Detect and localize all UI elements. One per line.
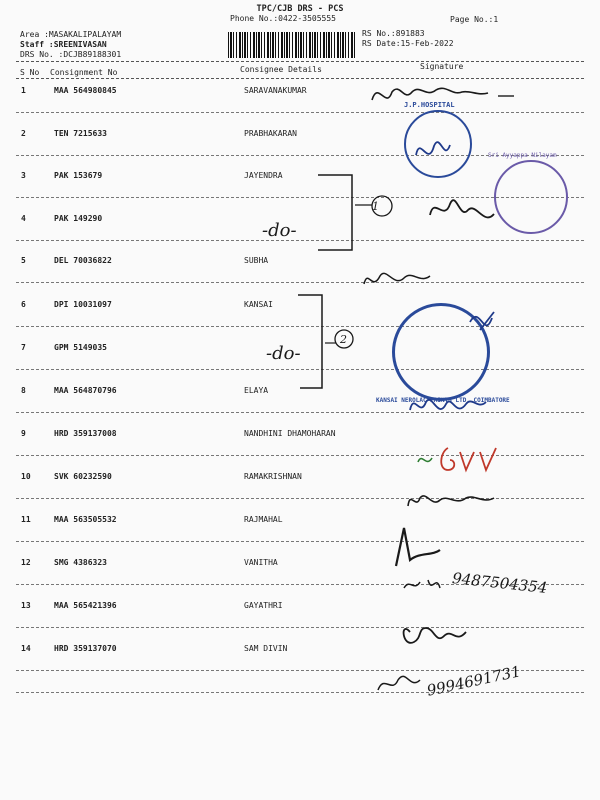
signature-row-8 xyxy=(410,400,486,410)
row-consignee-name: KANSAI xyxy=(244,300,273,309)
row-consignment-number: PAK 153679 xyxy=(54,171,103,180)
signature-row-13 xyxy=(404,628,466,643)
row-consignment-number: SMG 4386323 xyxy=(54,558,107,567)
row-serial-number: 1 xyxy=(21,86,26,95)
row-consignee-name: JAYENDRA xyxy=(244,171,283,180)
circle-mark-1 xyxy=(372,196,392,216)
signature-row-9-green xyxy=(418,458,432,462)
row-consignment-number: GPM 5149035 xyxy=(54,343,107,352)
row-consignee-name: PRABHAKARAN xyxy=(244,129,297,138)
row-consignee-name: GAYATHRI xyxy=(244,601,283,610)
signature-row-9-red xyxy=(441,448,496,470)
area-label: Area :MASAKALIPALAYAM xyxy=(20,30,122,39)
row-consignment-number: DPI 10031097 xyxy=(54,300,112,309)
page-number: Page No.:1 xyxy=(450,15,499,24)
ditto-mark-row-7: -do- xyxy=(266,343,301,364)
row-consignment-number: MAA 565421396 xyxy=(54,601,117,610)
signature-row-11 xyxy=(396,528,440,566)
row-serial-number: 8 xyxy=(21,386,26,395)
row-consignment-number: MAA 564870796 xyxy=(54,386,117,395)
drs-number: DRS No. :DCJB89188301 xyxy=(20,50,122,59)
row-consignee-name: ELAYA xyxy=(244,386,269,395)
row-consignment-number: PAK 149290 xyxy=(54,214,103,223)
row-serial-number: 12 xyxy=(21,558,31,567)
row-serial-number: 13 xyxy=(21,601,31,610)
sheet-title: TPC/CJB DRS - PCS xyxy=(256,4,344,14)
row-consignment-number: TEN 7215633 xyxy=(54,129,107,138)
col-header-signature: Signature xyxy=(420,62,464,71)
row-serial-number: 11 xyxy=(21,515,31,524)
row-consignee-name: NANDHINI DHAMOHARAN xyxy=(244,429,336,438)
rs-date: RS Date:15-Feb-2022 xyxy=(362,39,454,48)
signature-row-14 xyxy=(378,676,420,690)
stamp-row-3-4-text: Sri Ayyappa Nilayam xyxy=(488,152,557,159)
row-consignment-number: HRD 359137070 xyxy=(54,644,117,653)
staff-label: Staff :SREENIVASAN xyxy=(20,40,107,49)
phone-note-row-12: 9487504354 xyxy=(451,569,549,597)
signature-row-3-4 xyxy=(430,200,494,217)
row-serial-number: 7 xyxy=(21,343,26,352)
row-consignee-name: SARAVANAKUMAR xyxy=(244,86,307,95)
rs-number: RS No.:891883 xyxy=(362,29,425,38)
row-serial-number: 2 xyxy=(21,129,26,138)
row-consignee-name: RAMAKRISHNAN xyxy=(244,472,302,481)
phone-number: Phone No.:0422-3505555 xyxy=(230,14,336,23)
signature-row-12 xyxy=(404,580,440,588)
stamp-row-2-text: J.P.HOSPITAL xyxy=(404,101,455,109)
row-consignment-number: SVK 60232590 xyxy=(54,472,112,481)
row-consignee-name: VANITHA xyxy=(244,558,278,567)
row-consignment-number: MAA 564980845 xyxy=(54,86,117,95)
row-serial-number: 10 xyxy=(21,472,31,481)
col-header-consignment: Consignment No xyxy=(50,68,118,77)
phone-note-row-14: 9994691731 xyxy=(425,662,523,700)
stamp-kansai-text: KANSAI NEROLAC PAINTS LTD. COIMBATORE xyxy=(376,397,510,404)
row-consignment-number: MAA 563505532 xyxy=(54,515,117,524)
col-header-consignee: Consignee Details xyxy=(240,65,322,74)
signature-row-1 xyxy=(372,88,488,100)
circled-number-1: 1 xyxy=(372,200,379,213)
col-header-sno: S No xyxy=(20,68,40,77)
row-serial-number: 3 xyxy=(21,171,26,180)
row-serial-number: 9 xyxy=(21,429,26,438)
row-consignee-name: SAM DIVIN xyxy=(244,644,288,653)
signature-row-10 xyxy=(408,496,494,506)
row-consignment-number: HRD 359137008 xyxy=(54,429,117,438)
bracket-rows-3-4 xyxy=(318,175,352,250)
bracket-rows-6-7 xyxy=(298,295,322,388)
circled-number-2: 2 xyxy=(340,333,347,346)
signature-row-6-7 xyxy=(470,312,494,330)
circle-mark-2 xyxy=(335,330,353,348)
row-serial-number: 14 xyxy=(21,644,31,653)
row-serial-number: 4 xyxy=(21,214,26,223)
row-consignee-name: SUBHA xyxy=(244,256,269,265)
row-serial-number: 6 xyxy=(21,300,26,309)
row-consignee-name: RAJMAHAL xyxy=(244,515,283,524)
signature-row-2 xyxy=(416,142,450,155)
row-consignment-number: DEL 70036822 xyxy=(54,256,112,265)
row-serial-number: 5 xyxy=(21,256,26,265)
ditto-mark-row-4: -do- xyxy=(262,220,297,241)
signature-row-5 xyxy=(364,273,430,284)
